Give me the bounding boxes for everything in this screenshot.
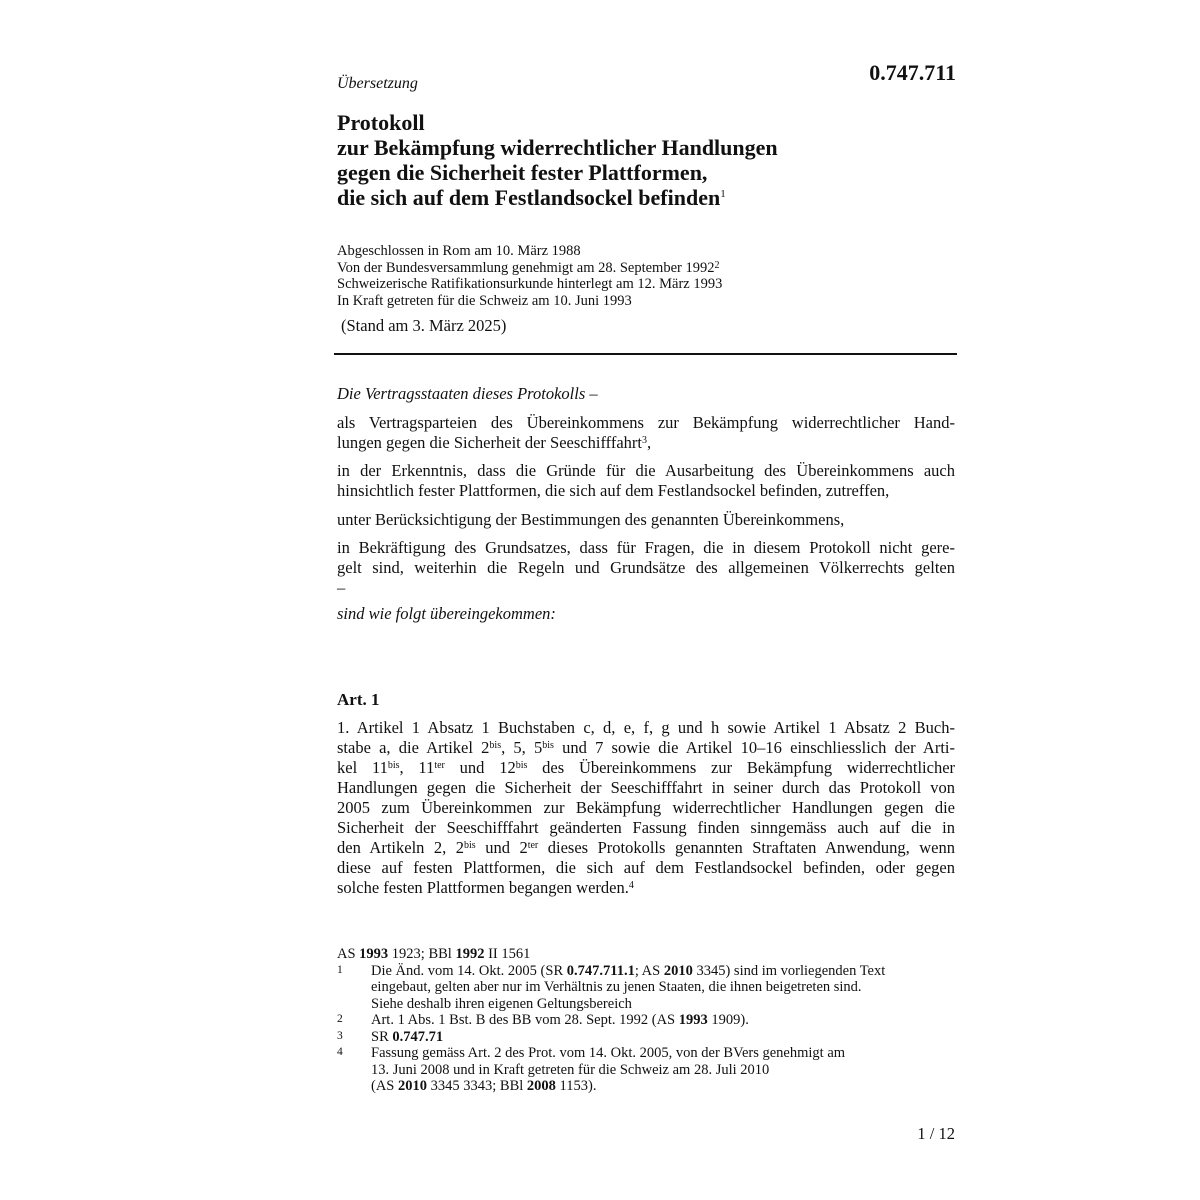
footnote-ref-1[interactable]: 1 — [720, 188, 726, 200]
paragraph-line: in der Erkenntnis, dass die Gründe für die Ausarbeitung des Übereinkommens auch — [337, 461, 955, 480]
text-run-bold: 2010 — [398, 1078, 427, 1094]
superscript: bis — [464, 840, 476, 851]
superscript: bis — [489, 740, 502, 751]
footnote-number: 2 — [337, 1013, 343, 1025]
paragraph-line — [337, 838, 955, 858]
paragraph-line: 2005 zum Übereinkommen zur Bekämpfung widerrechtlicher Handlungen gegen die — [337, 798, 955, 817]
superscript: bis — [542, 740, 554, 751]
translation-label: Übersetzung — [337, 75, 418, 92]
text-run: kel 11 — [337, 758, 388, 777]
footnote-ref-3[interactable]: 3 — [642, 435, 647, 446]
paragraph-text: , — [647, 433, 652, 452]
in-force-date: In Kraft getreten für die Schweiz am 10. Juni 1993 — [337, 292, 632, 309]
text-run-bold: 1993 — [359, 946, 389, 962]
paragraph-line: Handlungen gegen die Sicherheit der Seeschifffahrt in seiner durch das Protokoll von — [337, 778, 955, 797]
text-run: und 2 — [475, 838, 528, 857]
text-run: Die Änd. vom 14. Okt. 2005 (SR — [371, 962, 567, 979]
text-run: 1923; BBl — [388, 946, 456, 962]
text-run-bold: 1993 — [678, 1012, 708, 1028]
sr-number: 0.747.711 — [869, 60, 956, 85]
metadata-block — [337, 243, 722, 309]
text-run: ; AS — [634, 962, 664, 979]
footnote-3 — [337, 1029, 957, 1046]
paragraph-line: gelt sind, weiterhin die Regeln und Grundsätze des allgemeinen Völkerrechts gelten — [337, 558, 955, 577]
footnote-line: Fassung gemäss Art. 2 des Prot. vom 14. Okt. 2005, von der BVers genehmigt am — [371, 1045, 846, 1061]
text-run: und 7 sowie die Artikel 10–16 einschliesslich der Arti- — [553, 738, 955, 757]
footnote-line — [371, 1012, 957, 1029]
official-compilation-reference — [337, 946, 957, 963]
preamble-paragraph-2 — [337, 461, 955, 501]
footnote-number: 1 — [337, 963, 343, 976]
text-run: 3345) sind im vorliegenden Text — [692, 962, 886, 979]
preamble-paragraph-4 — [337, 538, 955, 598]
footnote-ref-4[interactable]: 4 — [628, 880, 634, 891]
paragraph-line — [337, 758, 955, 778]
paragraph-line — [337, 878, 955, 898]
paragraph-line: in Bekräftigung des Grundsatzes, dass für Fragen, die in diesem Protokoll nicht gere- — [337, 538, 955, 557]
paragraph-line — [337, 433, 955, 453]
article-1-heading: Art. 1 — [337, 690, 380, 709]
footnote-line: Siehe deshalb ihren eigenen Geltungsbereich — [371, 995, 632, 1012]
text-run-bold: 0.747.711.1 — [566, 962, 635, 979]
paragraph-line — [337, 738, 955, 758]
footnote-line — [371, 1078, 957, 1095]
header-divider — [334, 353, 957, 355]
footnote-line: 13. Juni 2008 und in Kraft getreten für die Schweiz am 28. Juli 2010 — [371, 1061, 770, 1078]
approval-text: Von der Bundesversammlung genehmigt am 28. September 1992 — [337, 259, 715, 276]
footnote-number: 3 — [337, 1029, 343, 1042]
footnotes-section — [337, 946, 957, 1095]
text-run: Art. 1 Abs. 1 Bst. B des BB vom 28. Sept. 1992 (AS — [371, 1012, 679, 1028]
text-run-bold: 2008 — [526, 1078, 556, 1094]
paragraph-text: lungen gegen die Sicherheit der Seeschifffahrt — [337, 433, 642, 452]
superscript: ter — [527, 840, 539, 851]
title-line-text: die sich auf dem Festlandsockel befinden — [337, 185, 721, 210]
approval-date — [337, 260, 722, 277]
text-run: , 5, 5 — [501, 738, 543, 757]
footnote-2 — [337, 1012, 957, 1029]
text-run: den Artikeln 2, 2 — [337, 838, 465, 857]
text-run-bold: 2010 — [663, 962, 693, 979]
footnote-1 — [337, 963, 957, 1013]
text-run: SR — [371, 1028, 393, 1045]
text-run: 1153). — [555, 1078, 597, 1094]
footnote-line: eingebaut, gelten aber nur im Verhältnis zu jenen Staaten, die ihnen beigetreten sind. — [371, 979, 862, 995]
title-line: zur Bekämpfung widerrechtlicher Handlungen — [337, 135, 778, 160]
footnote-line — [371, 1029, 957, 1046]
preamble-closing: sind wie folgt übereingekommen: — [337, 604, 556, 623]
footnote-number: 4 — [337, 1046, 343, 1058]
text-run: stabe a, die Artikel 2 — [337, 738, 490, 757]
ratification-date: Schweizerische Ratifikationsurkunde hinterlegt am 12. März 1993 — [337, 276, 723, 292]
footnote-ref-2[interactable]: 2 — [714, 259, 720, 271]
text-run: 1909). — [707, 1012, 749, 1028]
paragraph-line: hinsichtlich fester Plattformen, die sich auf dem Festlandsockel befinden, zutreffen, — [337, 481, 890, 500]
text-run: AS — [337, 946, 360, 962]
paragraph-line: – — [337, 578, 346, 597]
superscript: bis — [515, 760, 528, 771]
page-number: 1 / 12 — [917, 1124, 955, 1143]
preamble-paragraph-1 — [337, 413, 955, 453]
paragraph-line: als Vertragsparteien des Übereinkommens zur Bekämpfung widerrechtlicher Hand- — [337, 413, 955, 432]
paragraph-line: Sicherheit der Seeschifffahrt geänderten Fassung finden sinngemäss auch auf die in — [337, 818, 955, 837]
text-run: 3345 3343; BBl — [427, 1078, 527, 1094]
concluded-date: Abgeschlossen in Rom am 10. März 1988 — [337, 243, 581, 259]
text-run: solche festen Plattformen begangen werden. — [337, 878, 629, 897]
title-line: Protokoll — [337, 110, 425, 135]
paragraph-line: 1. Artikel 1 Absatz 1 Buchstaben c, d, e, f, g und h sowie Artikel 1 Absatz 2 Buch- — [337, 718, 955, 737]
text-run-bold[interactable]: 0.747.71 — [392, 1028, 444, 1045]
preamble-intro: Die Vertragsstaaten dieses Protokolls – — [337, 384, 598, 403]
text-run: , 11 — [399, 758, 435, 777]
footnote-4 — [337, 1045, 957, 1095]
text-run: des Übereinkommens zur Bekämpfung widerrechtlicher — [527, 758, 956, 777]
text-run: und 12 — [444, 758, 516, 777]
text-run: II 1561 — [484, 946, 531, 962]
preamble-paragraph-3: unter Berücksichtigung der Bestimmungen des genannten Übereinkommens, — [337, 510, 845, 529]
superscript: bis — [387, 760, 400, 771]
title-line: gegen die Sicherheit fester Plattformen, — [337, 160, 708, 185]
status-date: (Stand am 3. März 2025) — [341, 316, 507, 335]
text-run: (AS — [371, 1078, 398, 1094]
text-run-bold: 1992 — [455, 946, 485, 962]
text-run: dieses Protokolls genannten Straftaten Anwendung, wenn — [538, 838, 955, 857]
document-title — [337, 110, 957, 210]
footnote-line — [371, 963, 957, 980]
title-line-last — [337, 185, 957, 210]
superscript: ter — [434, 760, 445, 771]
article-1-paragraph — [337, 718, 955, 898]
paragraph-line: diese auf festen Plattformen, die sich auf dem Festlandsockel befinden, oder gegen — [337, 858, 955, 877]
